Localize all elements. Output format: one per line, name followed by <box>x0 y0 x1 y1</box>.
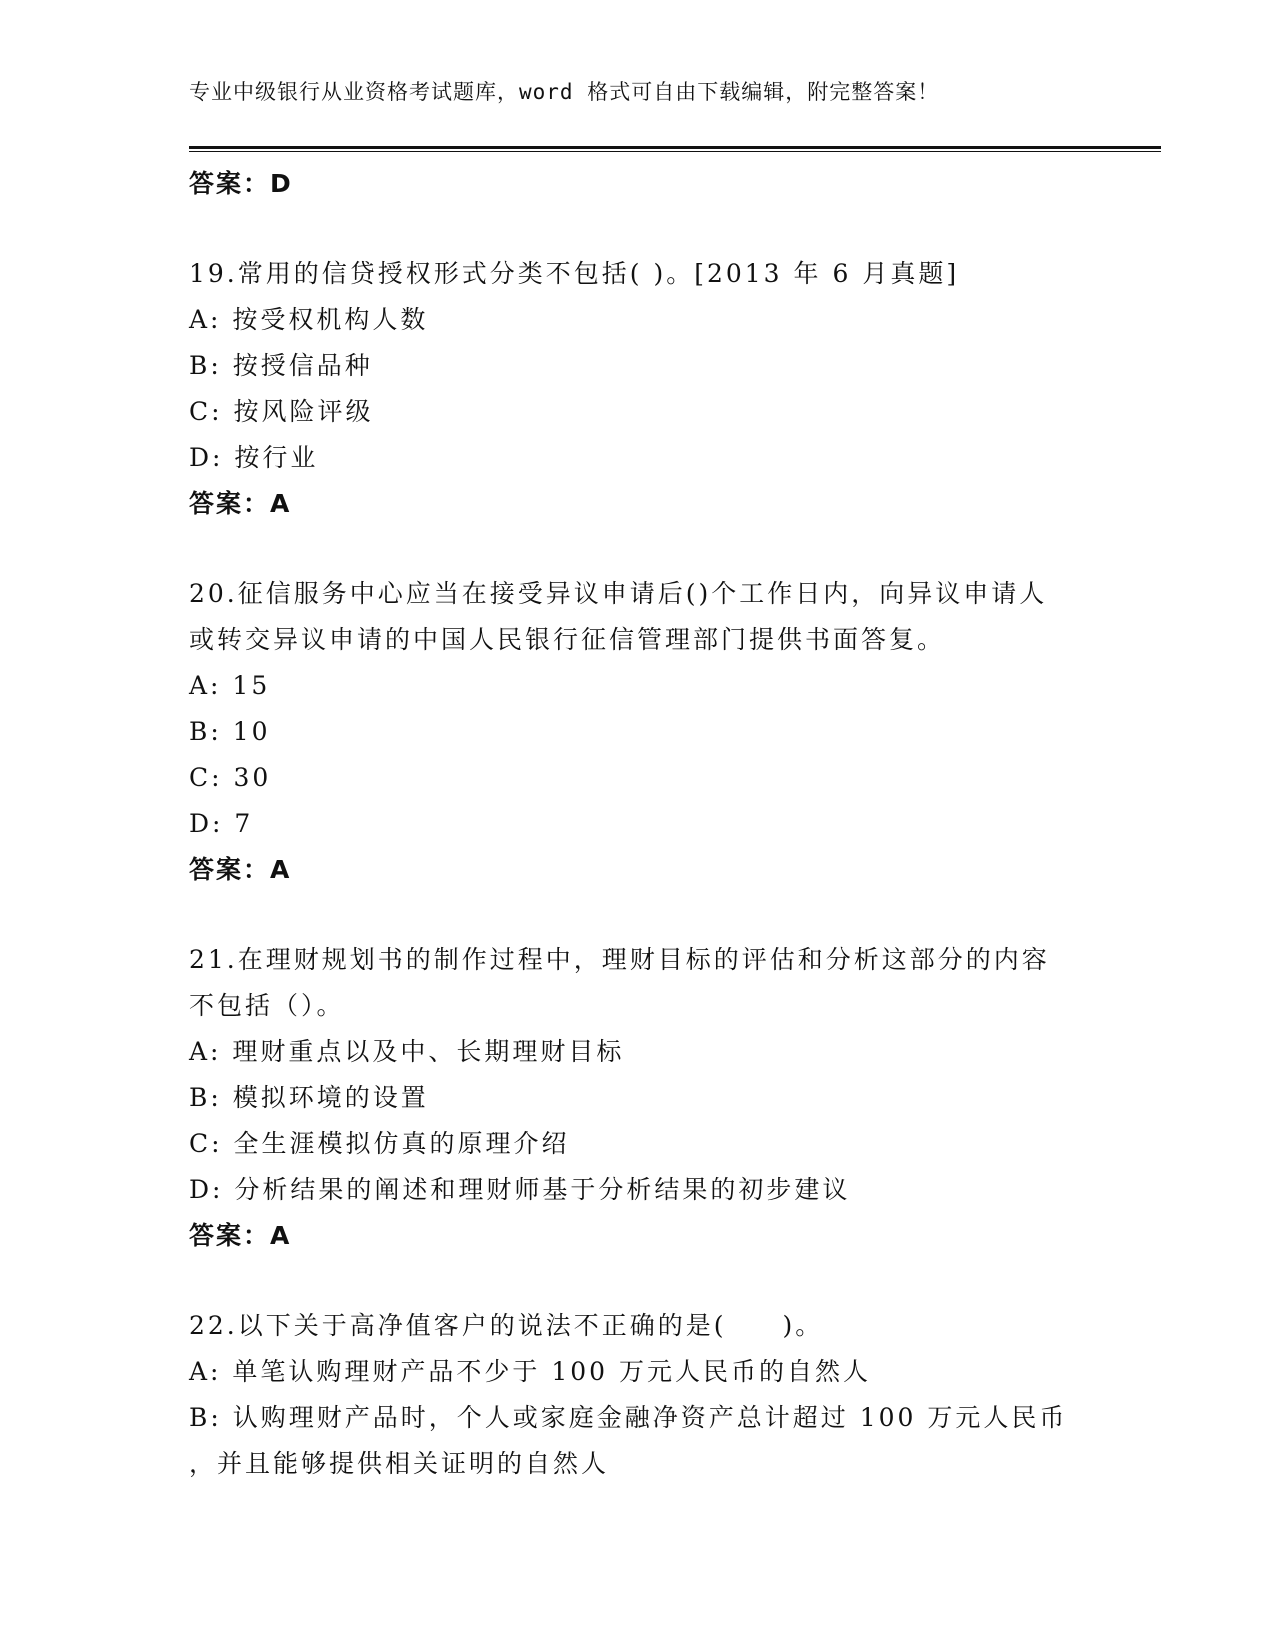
page-header: 专业中级银行从业资格考试题库，word 格式可自由下载编辑，附完整答案！ <box>189 80 940 104</box>
question-22 <box>189 1303 1089 1487</box>
option-c: C: 按风险评级 <box>189 397 374 426</box>
option-d: D: 7 <box>189 809 254 838</box>
question-20 <box>189 571 1089 893</box>
question-text: 22.以下关于高净值客户的说法不正确的是( )。 <box>189 1311 824 1340</box>
question-19 <box>189 251 1089 527</box>
option-d: D: 分析结果的阐述和理财师基于分析结果的初步建议 <box>189 1175 851 1204</box>
option-a: A: 理财重点以及中、长期理财目标 <box>189 1037 625 1066</box>
header-rule-thin <box>189 151 1161 152</box>
option-a: A: 15 <box>189 671 271 700</box>
option-c: C: 全生涯模拟仿真的原理介绍 <box>189 1129 570 1158</box>
option-c: C: 30 <box>189 763 272 792</box>
document-body <box>189 161 1089 1487</box>
question-21 <box>189 937 1089 1259</box>
answer-line: 答案：A <box>189 489 292 518</box>
answer-line: 答案：A <box>189 855 292 884</box>
answer-line: 答案：A <box>189 1221 292 1250</box>
question-text: 21.在理财规划书的制作过程中，理财目标的评估和分析这部分的内容 <box>189 945 1050 974</box>
option-b-continued: ，并且能够提供相关证明的自然人 <box>189 1449 610 1478</box>
question-text-continued: 或转交异议申请的中国人民银行征信管理部门提供书面答复。 <box>189 625 946 654</box>
option-b: B: 认购理财产品时，个人或家庭金融净资产总计超过 100 万元人民币 <box>189 1403 1068 1432</box>
header-rule-thick <box>189 146 1161 149</box>
question-text: 20.征信服务中心应当在接受异议申请后()个工作日内，向异议申请人 <box>189 579 1048 608</box>
question-text: 19.常用的信贷授权形式分类不包括( )。[2013 年 6 月真题] <box>189 259 960 288</box>
question-text-continued: 不包括（）。 <box>189 991 345 1020</box>
option-d: D: 按行业 <box>189 443 319 472</box>
answer-line: 答案：D <box>189 169 293 198</box>
option-b: B: 按授信品种 <box>189 351 373 380</box>
option-a: A: 按受权机构人数 <box>189 305 429 334</box>
option-b: B: 10 <box>189 717 271 746</box>
option-a: A: 单笔认购理财产品不少于 100 万元人民币的自然人 <box>189 1357 872 1386</box>
option-b: B: 模拟环境的设置 <box>189 1083 429 1112</box>
